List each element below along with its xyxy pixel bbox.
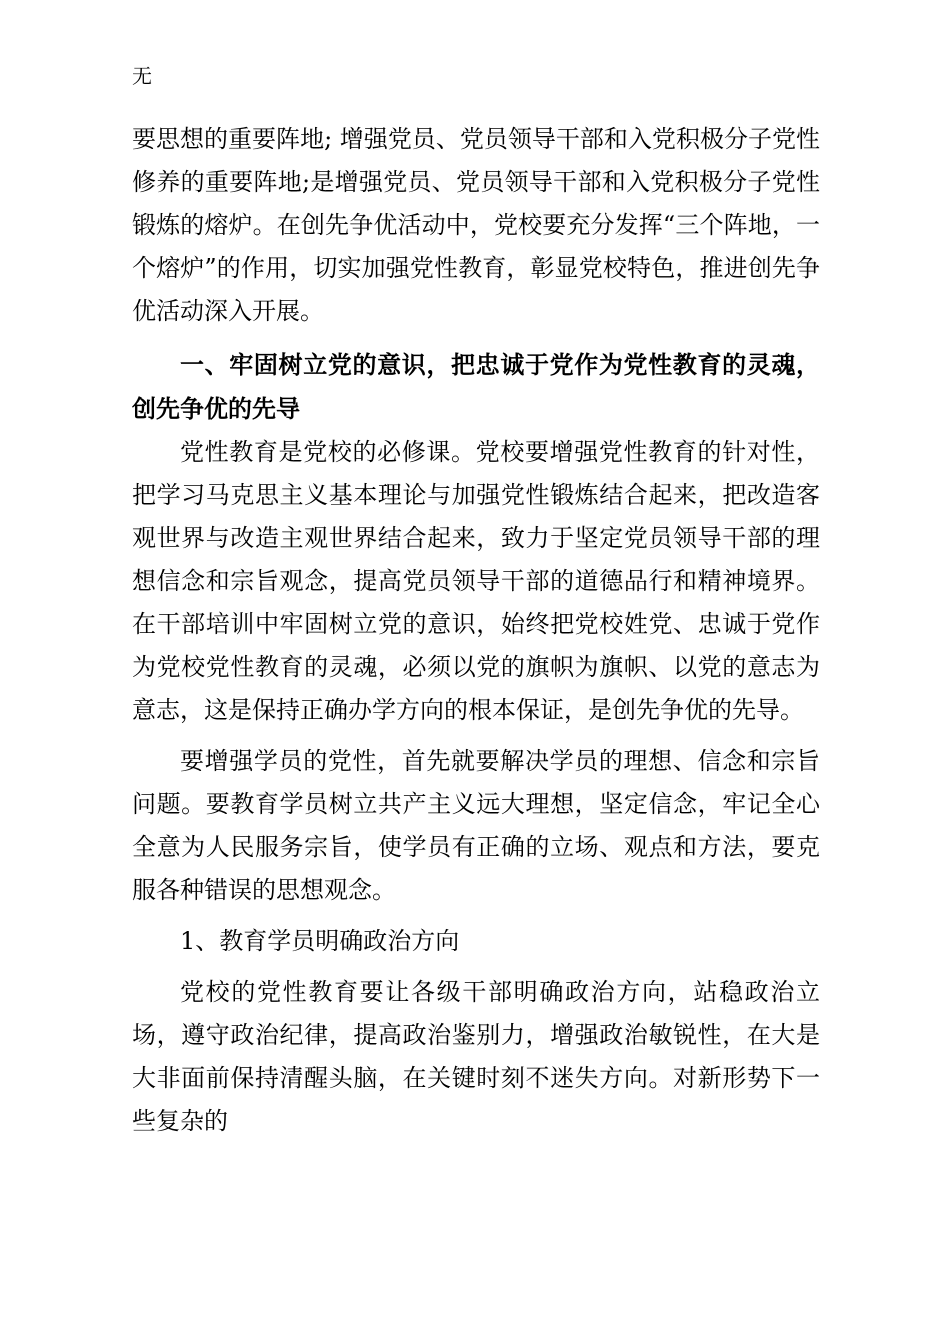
paragraph-party-education: 党性教育是党校的必修课。党校要增强党性教育的针对性，把学习马克思主义基本理论与加强党性锻炼结合起来，把改造客观世界与改造主观世界结合起来，致力于坚定党员领导干部的理想信念和宗旨观念，提高党员领导干部的道德品行和精神境界。在干部培训中牢固树立党的意识，始终把党校姓党、忠诚于党作为党校党性教育的灵魂，必须以党的旗帜为旗帜、以党的意志为意志，这是保持正确办学方向的根本保证，是创先争优的先导。 xyxy=(132,438,820,724)
paragraph-strengthen-students: 要增强学员的党性，首先就要解决学员的理想、信念和宗旨问题。要教育学员树立共产主义远大理想，坚定信念，牢记全心全意为人民服务宗旨，使学员有正确的立场、观点和方法，要克服各种错误的思想观念。 xyxy=(132,747,820,904)
document-body xyxy=(132,118,820,1143)
subsection-heading-1: 1、教育学员明确政治方向 xyxy=(180,927,460,955)
page-header: 无 xyxy=(132,64,152,88)
paragraph-continuation: 要思想的重要阵地; 增强党员、党员领导干部和入党积极分子党性修养的重要阵地;是增强党员、党员领导干部和入党积极分子党性锻炼的熔炉。在创先争优活动中，党校要充分发挥“三个阵地，一个熔炉”的作用，切实加强党性教育，彰显党校特色，推进创先争优活动深入开展。 xyxy=(132,125,820,325)
section-heading-1: 一、牢固树立党的意识，把忠诚于党作为党性教育的灵魂，创先争优的先导 xyxy=(132,351,820,423)
paragraph-political-direction: 党校的党性教育要让各级干部明确政治方向，站稳政治立场，遵守政治纪律，提高政治鉴别力，增强政治敏锐性，在大是大非面前保持清醒头脑，在关键时刻不迷失方向。对新形势下一些复杂的 xyxy=(132,978,820,1135)
